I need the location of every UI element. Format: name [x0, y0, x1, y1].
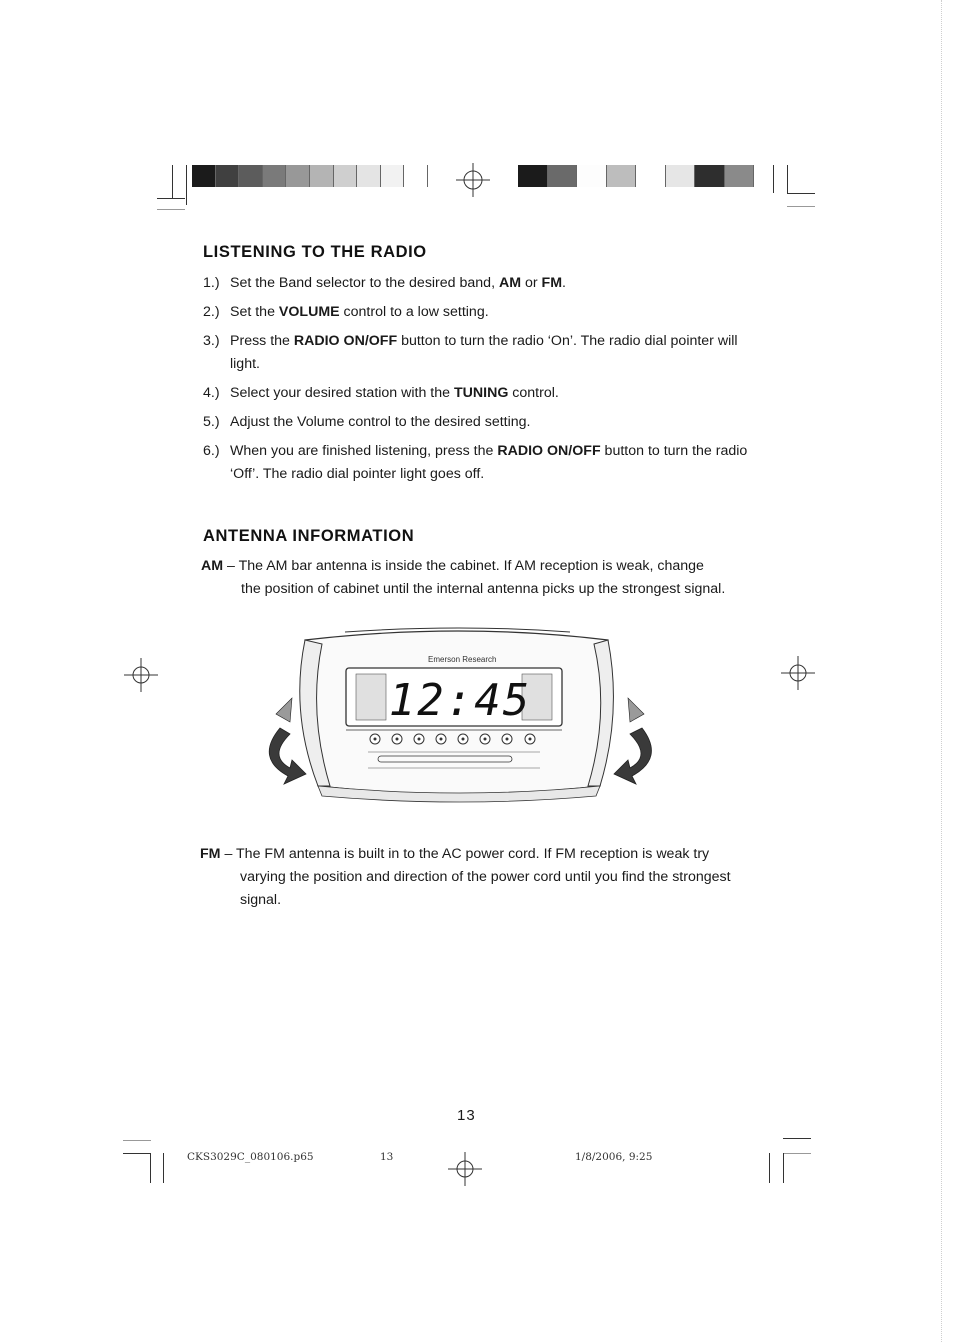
- am-antenna-paragraph: [201, 555, 761, 601]
- step-item: [203, 272, 763, 295]
- crop-mark: [163, 1153, 164, 1183]
- registration-bar-left: [192, 165, 428, 187]
- registration-swatch: [695, 165, 725, 187]
- rotate-left-arrow-icon: [269, 728, 306, 784]
- crop-mark: [172, 165, 173, 199]
- step-text: button to turn the radio ‘On’. The radio dial pointer will light.: [230, 333, 738, 372]
- page-number: 13: [457, 1107, 476, 1124]
- crop-mark: [186, 165, 187, 205]
- step-item: [203, 440, 763, 486]
- registration-swatch: [310, 165, 334, 187]
- crop-mark: [787, 165, 788, 193]
- step-text: button to turn the radio ‘Off’. The radio dial pointer light goes off.: [230, 443, 748, 482]
- footer-filename: CKS3029C_080106.p65: [187, 1151, 314, 1163]
- step-keyword: RADIO ON/OFF: [293, 333, 398, 349]
- registration-swatch: [548, 165, 578, 187]
- registration-crosshair-icon: [781, 656, 815, 690]
- step-number: 3.): [203, 333, 220, 349]
- am-text-line: – The AM bar antenna is inside the cabinet. If AM reception is weak, change: [223, 558, 704, 574]
- step-keyword: RADIO ON/OFF: [497, 443, 601, 459]
- step-item: [203, 330, 763, 376]
- fm-label: FM: [200, 846, 221, 862]
- registration-swatch: [636, 165, 666, 187]
- step-keyword: VOLUME: [278, 304, 340, 320]
- am-text-line: the position of cabinet until the internal antenna picks up the strongest signal.: [241, 581, 726, 597]
- crop-mark: [123, 1140, 151, 1141]
- registration-swatch: [263, 165, 287, 187]
- page-edge-line: [941, 0, 942, 1342]
- brand-logo: Emerson Research: [428, 655, 497, 664]
- crop-mark: [769, 1153, 770, 1183]
- registration-swatch: [286, 165, 310, 187]
- registration-crosshair-icon: [456, 163, 490, 197]
- step-number: 2.): [203, 304, 220, 320]
- step-keyword: TUNING: [453, 385, 509, 401]
- rotate-right-arrow-icon: [614, 728, 651, 784]
- registration-swatch: [239, 165, 263, 187]
- registration-crosshair-icon: [124, 658, 158, 692]
- step-text: Select your desired station with the: [230, 385, 454, 401]
- step-number: 5.): [203, 414, 220, 430]
- steps-list: [203, 272, 763, 492]
- am-label: AM: [201, 558, 224, 574]
- step-keyword: FM: [541, 275, 563, 291]
- crop-mark: [787, 193, 815, 194]
- step-text: Press the: [230, 333, 294, 349]
- registration-swatch: [518, 165, 548, 187]
- registration-swatch: [577, 165, 607, 187]
- fm-antenna-paragraph: [200, 843, 760, 912]
- step-text: or: [521, 275, 542, 291]
- crop-mark: [787, 206, 815, 207]
- fm-text-line: varying the position and direction of the power cord until you find the strongest: [240, 869, 731, 885]
- footer-timestamp: 1/8/2006, 9:25: [575, 1151, 653, 1163]
- crop-mark: [783, 1138, 811, 1139]
- step-number: 6.): [203, 443, 220, 459]
- registration-swatch: [607, 165, 637, 187]
- step-text: Adjust the Volume control to the desired setting.: [230, 414, 531, 430]
- crop-mark: [783, 1153, 784, 1183]
- step-text: When you are finished listening, press the: [230, 443, 498, 459]
- clock-radio-illustration: [250, 618, 670, 808]
- step-text: .: [562, 275, 566, 291]
- step-item: [203, 301, 763, 324]
- registration-swatch: [357, 165, 381, 187]
- crop-mark: [783, 1153, 811, 1154]
- section-title-antenna: ANTENNA INFORMATION: [203, 527, 415, 545]
- crop-mark: [773, 165, 774, 193]
- registration-swatch: [216, 165, 240, 187]
- step-number: 4.): [203, 385, 220, 401]
- step-text: Set the: [230, 304, 279, 320]
- time-display: 12:45: [388, 675, 532, 726]
- step-item: [203, 382, 763, 405]
- registration-bar-right: [518, 165, 754, 187]
- registration-crosshair-icon: [448, 1152, 482, 1186]
- registration-swatch: [381, 165, 405, 187]
- section-title-radio: LISTENING TO THE RADIO: [203, 243, 427, 261]
- registration-swatch: [334, 165, 358, 187]
- crop-mark: [150, 1153, 151, 1183]
- step-text: control.: [508, 385, 559, 401]
- crop-mark: [157, 198, 185, 199]
- step-text: control to a low setting.: [339, 304, 489, 320]
- step-item: [203, 411, 763, 434]
- crop-mark: [123, 1153, 151, 1154]
- registration-swatch: [192, 165, 216, 187]
- fm-text-line: signal.: [240, 892, 282, 908]
- step-keyword: AM: [498, 275, 522, 291]
- registration-swatch: [725, 165, 755, 187]
- registration-swatch: [666, 165, 696, 187]
- crop-mark: [157, 209, 185, 210]
- step-text: Set the Band selector to the desired band,: [230, 275, 499, 291]
- step-number: 1.): [203, 275, 220, 291]
- registration-swatch: [404, 165, 428, 187]
- footer-page: 13: [380, 1151, 394, 1163]
- fm-text-line: – The FM antenna is built in to the AC power cord. If FM reception is weak try: [220, 846, 710, 862]
